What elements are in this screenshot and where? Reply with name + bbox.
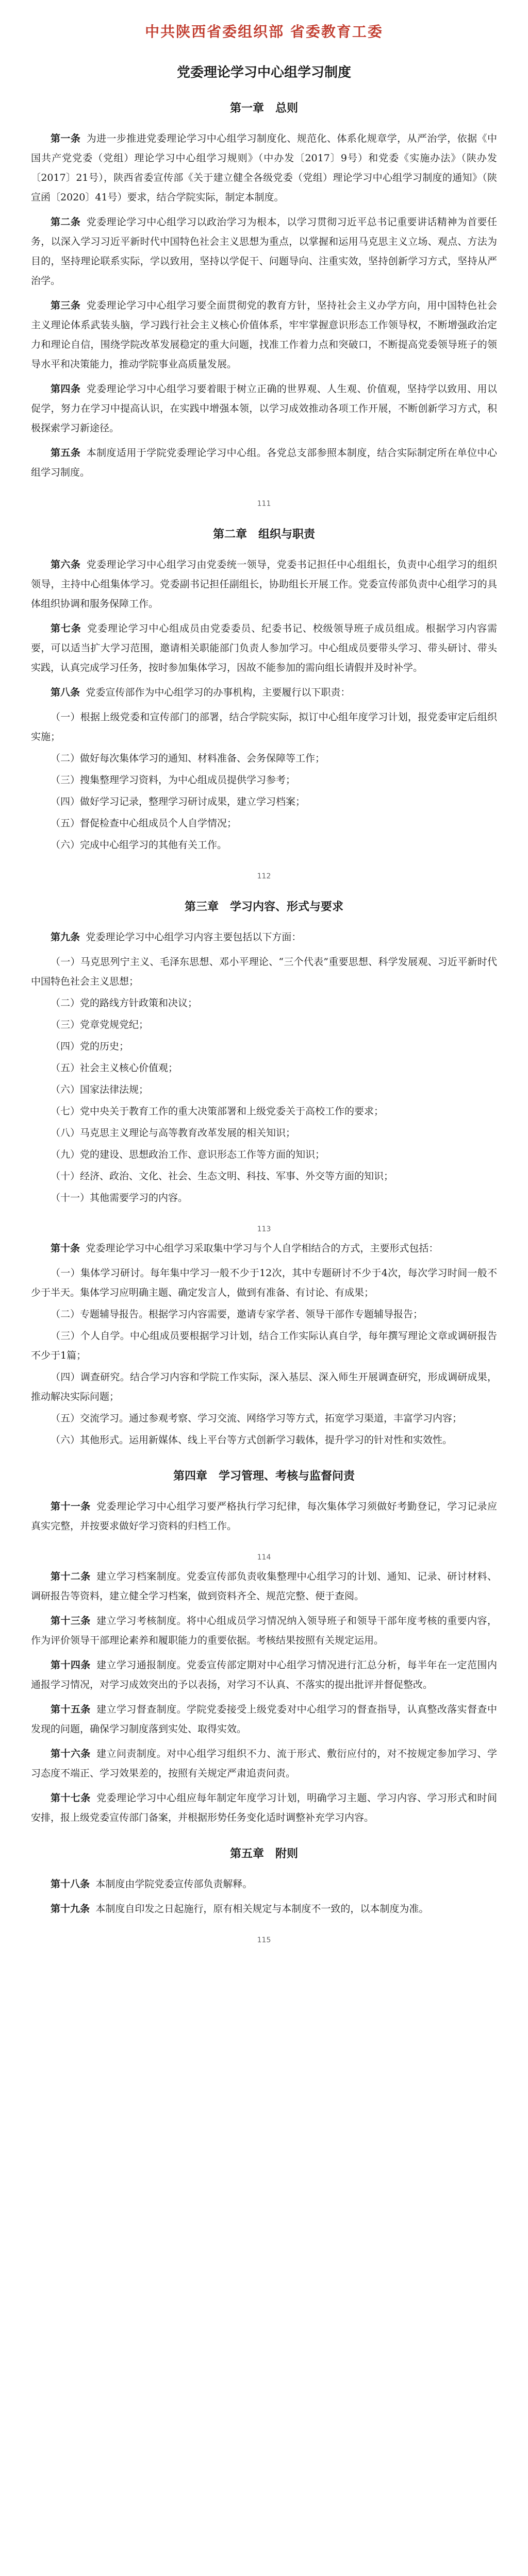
article-9 [31,927,497,947]
list-item: （二）党的路线方针政策和决议； [51,997,198,1009]
list-item: （五）交流学习。通过参观考察、学习交流、网络学习等方式，拓宽学习渠道，丰富学习内容； [51,1413,463,1424]
article-3 [31,296,497,374]
article-text: 本制度由学院党委宣传部负责解释。 [95,1878,253,1890]
article-16 [31,1744,497,1783]
list-item: （九）党的建设、思想政治工作、意识形态工作等方面的知识； [51,1149,325,1160]
page-number: 113 [257,1225,271,1233]
article-text: 为进一步推进党委理论学习中心组学习制度化、规范化、体系化规章学，从严治学，依据《中国共产党党委（党组）理论学习中心组学习规则》（中办发〔2017〕9号）和党委《实施办法》（陕办发〔2017〕21号），陕西省委宣传部《关于建立健全各级党委（党组）理论学习中心组学习制度的通知》（陕宣函〔2020〕41号）要求，结合学院实际，制定本制度。 [31,133,497,203]
list-item: （二）专题辅导报告。根据学习内容需要，邀请专家学者、领导干部作专题辅导报告； [51,1309,423,1320]
chapter-5-title: 第五章 附则 [229,1847,298,1860]
article-number: 第十四条 [51,1659,91,1671]
article-text: 建立学习督查制度。学院党委接受上级党委对中心组学习的督查指导，认真整改落实督查中发现的问题，确保学习制度落到实处、取得实效。 [31,1704,497,1735]
article-number: 第十七条 [51,1792,91,1804]
page-number: 112 [257,872,271,880]
article-12 [31,1567,497,1606]
article-text: 党委理论学习中心组学习要着眼于树立正确的世界观、人生观、价值观，坚持学以致用、用以促学，努力在学习中提高认识，在实践中增强本领，以学习成效推动各项工作开展，不断创新学习方式，积极探索学习新途径。 [31,383,497,434]
article-number: 第十条 [51,1243,80,1254]
document-title: 党委理论学习中心组学习制度 [176,65,351,80]
page-number: 111 [257,500,271,508]
article-11 [31,1497,497,1536]
article-10 [31,1239,497,1258]
article-number: 第三条 [51,300,81,311]
list-item: （三）搜集整理学习资料，为中心组成员提供学习参考； [51,774,296,786]
article-number: 第七条 [51,623,81,634]
article-number: 第十八条 [51,1878,90,1890]
article-7 [31,619,497,677]
article-2 [31,212,497,291]
chapter-3-title: 第三章 学习内容、形式与要求 [184,900,343,913]
article-17 [31,1788,497,1827]
article-number: 第八条 [51,687,80,698]
list-item: （七）党中央关于教育工作的重大决策部署和上级党委关于高校工作的要求； [51,1106,384,1117]
list-item: （四）党的历史； [51,1041,129,1052]
article-text: 党委理论学习中心组学习要严格执行学习纪律，每次集体学习须做好考勤登记，学习记录应真实完整，并按要求做好学习资料的归档工作。 [31,1501,497,1532]
article-number: 第九条 [51,931,80,943]
article-5 [31,443,497,482]
article-text: 党委理论学习中心组学习采取集中学习与个人自学相结合的方式，主要形式包括： [86,1243,439,1254]
chapter-2-title: 第二章 组织与职责 [212,528,315,541]
article-text: 党委宣传部作为中心组学习的办事机构，主要履行以下职责： [86,687,351,698]
page-number: 115 [257,1936,271,1944]
article-15 [31,1700,497,1739]
article-text: 党委理论学习中心组学习要全面贯彻党的教育方针，坚持社会主义办学方向，用中国特色社会主义理论体系武装头脑，学习践行社会主义核心价值体系，牢牢掌握意识形态工作领导权，不断增强政治定力和理论自信，围绕学院改革发展稳定的重大问题，找准工作着力点和突破口，不断提高党委领导班子的领导水平和决策能力，推动学院事业高质量发展。 [31,300,497,370]
list-item: （十一）其他需要学习的内容。 [51,1192,188,1204]
issuer-heading: 中共陕西省委组织部 省委教育工委 [145,23,383,40]
article-number: 第一条 [51,133,81,144]
article-13 [31,1611,497,1650]
list-item: （六）国家法律法规； [51,1084,149,1095]
article-text: 本制度自印发之日起施行，原有相关规定与本制度不一致的，以本制度为准。 [95,1903,429,1914]
article-text: 党委理论学习中心组学习内容主要包括以下方面： [86,931,302,943]
list-item: （一）马克思列宁主义、毛泽东思想、邓小平理论、“三个代表”重要思想、科学发展观、习近平新时代中国特色社会主义思想； [31,956,497,987]
article-text: 建立学习通报制度。党委宣传部定期对中心组学习情况进行汇总分析，每半年在一定范围内通报学习情况，对学习成效突出的予以表扬，对学习不认真、不落实的提出批评并督促整改。 [31,1659,497,1690]
page-number: 114 [257,1553,271,1562]
article-number: 第二条 [51,216,81,228]
article-text: 党委理论学习中心组应每年制定年度学习计划，明确学习主题、学习内容、学习形式和时间安排，报上级党委宣传部门备案，并根据形势任务变化适时调整补充学习内容。 [31,1792,497,1823]
article-14 [31,1655,497,1694]
chapter-1-title: 第一章 总则 [229,101,298,115]
article-number: 第十六条 [51,1748,91,1759]
article-18 [31,1874,497,1894]
article-text: 党委理论学习中心组成员由党委委员、纪委书记、校级领导班子成员组成。根据学习内容需要，可以适当扩大学习范围，邀请相关职能部门负责人参加学习。中心组成员要带头学习、带头研讨、带头实践，认真完成学习任务，按时参加集体学习，因故不能参加的需向组长请假并及时补学。 [31,623,497,673]
article-text: 建立学习档案制度。党委宣传部负责收集整理中心组学习的计划、通知、记录、研讨材料、调研报告等资料，建立健全学习档案，做到资料齐全、规范完整、便于查阅。 [31,1571,497,1602]
article-number: 第六条 [51,559,81,570]
article-19 [31,1899,497,1919]
list-item: （五）督促检查中心组成员个人自学情况； [51,818,237,829]
list-item: （一）根据上级党委和宣传部门的部署，结合学院实际，拟订中心组年度学习计划，报党委审定后组织实施； [31,711,497,742]
article-number: 第十九条 [51,1903,90,1914]
article-text: 党委理论学习中心组学习以政治学习为根本，以学习贯彻习近平总书记重要讲话精神为首要任务，以深入学习习近平新时代中国特色社会主义思想为重点，以掌握和运用马克思主义立场、观点、方法为目的，坚持理论联系实际，学以致用，坚持以学促干、问题导向、注重实效，坚持创新学习方式，坚持从严治学。 [31,216,497,286]
article-text: 本制度适用于学院党委理论学习中心组。各党总支部参照本制度，结合实际制定所在单位中心组学习制度。 [31,447,497,478]
article-1 [31,129,497,207]
article-number: 第十二条 [51,1571,91,1582]
list-item: （四）调查研究。结合学习内容和学院工作实际，深入基层、深入师生开展调查研究，形成调研成果，推动解决实际问题； [31,1371,497,1402]
article-6 [31,555,497,614]
article-text: 建立问责制度。对中心组学习组织不力、流于形式、敷衍应付的，对不按规定参加学习、学习态度不端正、学习效果差的，按照有关规定严肃追责问责。 [31,1748,497,1779]
list-item: （六）其他形式。运用新媒体、线上平台等方式创新学习载体，提升学习的针对性和实效性。 [51,1434,453,1446]
article-text: 党委理论学习中心组学习由党委统一领导，党委书记担任中心组组长，负责中心组学习的组织领导，主持中心组集体学习。党委副书记担任副组长，协助组长开展工作。党委宣传部负责中心组学习的具体组织协调和服务保障工作。 [31,559,497,609]
article-number: 第五条 [51,447,81,459]
list-item: （十）经济、政治、文化、社会、生态文明、科技、军事、外交等方面的知识； [51,1171,394,1182]
list-item: （六）完成中心组学习的其他有关工作。 [51,839,227,851]
article-4 [31,379,497,438]
list-item: （五）社会主义核心价值观； [51,1062,178,1074]
list-item: （一）集体学习研讨。每年集中学习一般不少于12次，其中专题研讨不少于4次，每次学习时间一般不少于半天。集体学习应明确主题、确定发言人，做到有准备、有讨论、有成果； [31,1267,497,1298]
chapter-4-title: 第四章 学习管理、考核与监督问责 [173,1469,355,1483]
article-number: 第四条 [51,383,81,395]
article-text: 建立学习考核制度。将中心组成员学习情况纳入领导班子和领导干部年度考核的重要内容，作为评价领导干部理论素养和履职能力的重要依据。考核结果按照有关规定运用。 [31,1615,497,1646]
list-item: （八）马克思主义理论与高等教育改革发展的相关知识； [51,1127,296,1139]
list-item: （三）党章党规党纪； [51,1019,149,1030]
list-item: （三）个人自学。中心组成员要根据学习计划，结合工作实际认真自学，每年撰写理论文章或调研报告不少于1篇； [31,1330,497,1361]
article-8 [31,683,497,702]
article-number: 第十三条 [51,1615,91,1626]
list-item: （二）做好每次集体学习的通知、材料准备、会务保障等工作； [51,753,325,764]
article-number: 第十一条 [51,1501,91,1512]
article-number: 第十五条 [51,1704,91,1715]
list-item: （四）做好学习记录，整理学习研讨成果，建立学习档案； [51,796,306,807]
